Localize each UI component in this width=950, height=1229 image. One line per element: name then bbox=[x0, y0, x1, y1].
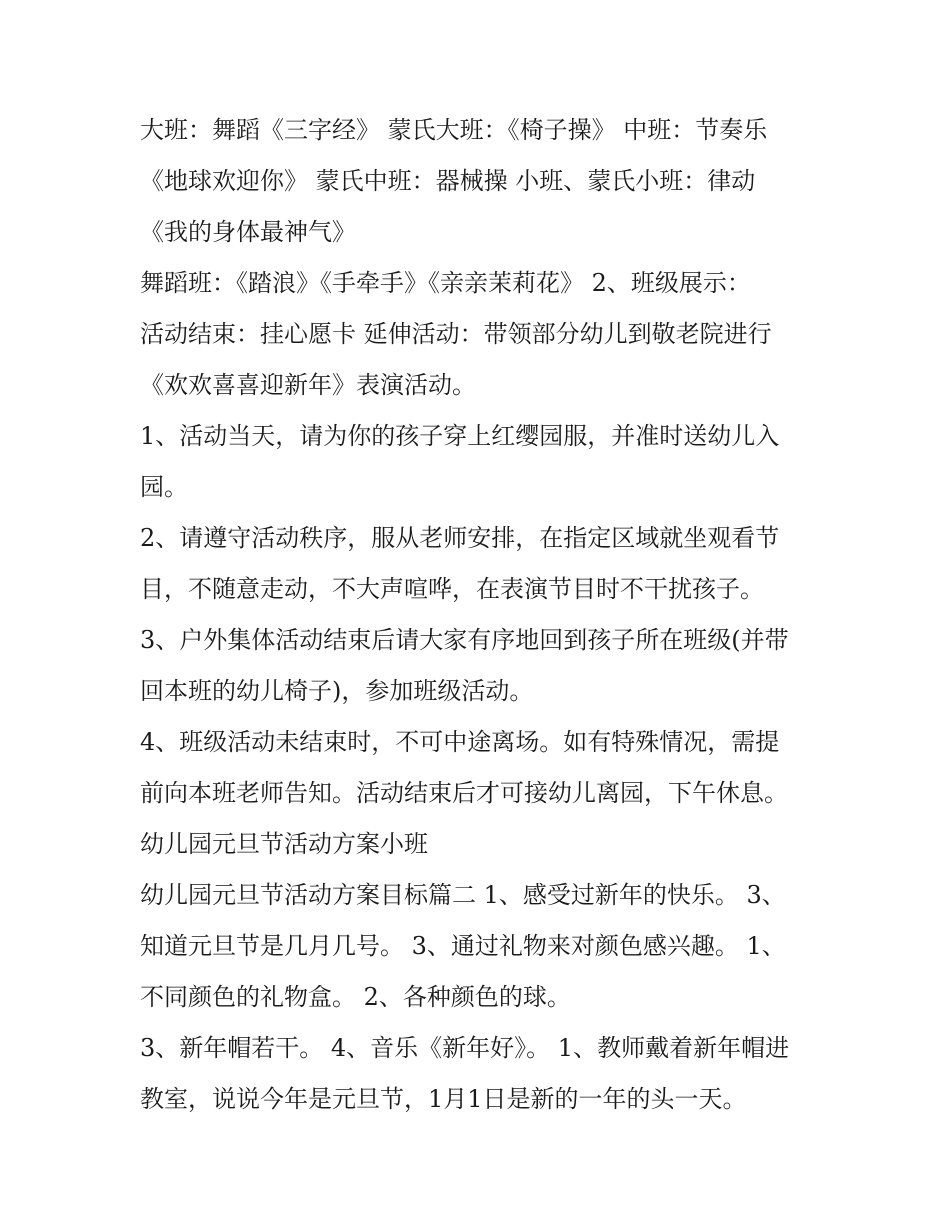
text-line: 前向本班老师告知。活动结束后才可接幼儿离园，下午休息。 bbox=[140, 779, 788, 807]
text-line: 2、请遵守活动秩序，服从老师安排，在指定区域就坐观看节 bbox=[140, 524, 780, 552]
text-line: 大班：舞蹈《三字经》 蒙氏大班：《椅子操》 中班：节奏乐 bbox=[140, 116, 768, 144]
text-line: 《我的身体最神气》 bbox=[140, 218, 356, 246]
text-line: 幼儿园元旦节活动方案目标篇二 1、感受过新年的快乐。 3、 bbox=[140, 881, 786, 909]
text-line: 《欢欢喜喜迎新年》表演活动。 bbox=[140, 371, 476, 399]
document-body bbox=[140, 108, 820, 1128]
text-line: 3、户外集体活动结束后请大家有序地回到孩子所在班级(并带 bbox=[140, 626, 789, 654]
text-line: 3、新年帽若干。 4、音乐《新年好》。 1、教师戴着新年帽进 bbox=[140, 1034, 790, 1062]
text-line: 园。 bbox=[140, 473, 188, 501]
text-line: 知道元旦节是几月几号。 3、通过礼物来对颜色感兴趣。 1、 bbox=[140, 932, 786, 960]
text-line: 教室，说说今年是元旦节，1月1日是新的一年的头一天。 bbox=[140, 1085, 747, 1113]
text-line: 4、班级活动未结束时，不可中途离场。如有特殊情况，需提 bbox=[140, 728, 780, 756]
text-line: 回本班的幼儿椅子)，参加班级活动。 bbox=[140, 677, 534, 705]
text-line: 1、活动当天，请为你的孩子穿上红缨园服，并准时送幼儿入 bbox=[140, 422, 780, 450]
text-line: 舞蹈班：《踏浪》《手牵手》《亲亲茉莉花》 2、班级展示： bbox=[140, 269, 751, 297]
section-heading: 幼儿园元旦节活动方案小班 bbox=[140, 830, 428, 858]
text-line: 不同颜色的礼物盒。 2、各种颜色的球。 bbox=[140, 983, 571, 1011]
text-line: 活动结束：挂心愿卡 延伸活动：带领部分幼儿到敬老院进行 bbox=[140, 320, 772, 348]
text-line: 《地球欢迎你》 蒙氏中班：器械操 小班、蒙氏小班：律动 bbox=[140, 167, 756, 195]
text-line: 目，不随意走动，不大声喧哗，在表演节目时不干扰孩子。 bbox=[140, 575, 764, 603]
